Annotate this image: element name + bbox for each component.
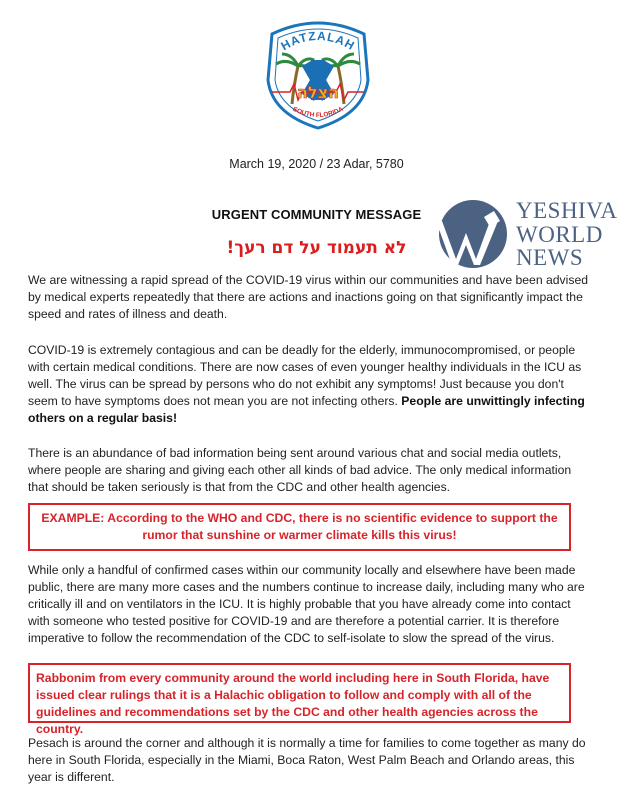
paragraph-5: Pesach is around the corner and although it is normally a time for families to come together as many do here in South Florida, especially in the Miami, Boca Raton, West Palm Beach and Orlando areas, this year is different. — [28, 736, 586, 784]
hatzalah-logo — [256, 14, 380, 132]
svg-text:הצלה: הצלה — [296, 83, 340, 102]
paragraph-2-emphasis: People are unwittingly infecting others on a regular basis! — [28, 394, 585, 425]
paragraph-2 — [28, 342, 588, 427]
hatzalah-emblem-icon — [256, 14, 380, 132]
rabbonim-alert-box: Rabbonim from every community around the world including here in South Florida, have issued clear rulings that it is a Halachic obligation to follow and comply with all of the guidelines and recommendations set by the CDC and other health agencies across the country. — [28, 663, 571, 723]
example-alert-box: EXAMPLE: According to the WHO and CDC, there is no scientific evidence to support the rumor that sunshine or warmer climate kills this virus! — [28, 503, 571, 551]
yww-line-3: NEWS — [516, 245, 584, 270]
paragraph-1: We are witnessing a rapid spread of the COVID-19 virus within our communities and have been advised by medical experts repeatedly that there are actions and inactions going on that significantly impact the speed and rates of illness and death. — [28, 273, 589, 321]
svg-text:SOUTH FLORIDA: SOUTH FLORIDA — [291, 105, 345, 120]
yww-line-2: WORLD — [516, 221, 603, 247]
yww-wordmark — [516, 199, 617, 270]
yww-logo-icon — [438, 199, 508, 269]
hebrew-subtitle: לא תעמוד על דם רעך! — [226, 238, 407, 258]
paragraph-3: There is an abundance of bad information being sent around various chat and social media outlets, where people are sharing and giving each other all kinds of bad advice. The only medical information that should be taken seriously is that from the CDC and other health agencies. — [28, 446, 572, 494]
paragraph-4: While only a handful of confirmed cases within our community locally and elsewhere have been made public, there are many more cases and the numbers continue to increase daily, including many who are critically ill and on ventilators in the ICU. It is highly probable that you have already come into contact with someone who tested positive for COVID-19 and are therefore a potential carrier. It is therefore imperative to follow the recommendation of the CDC to self-isolate to slow the spread of the virus. — [28, 563, 585, 645]
document-title: URGENT COMMUNITY MESSAGE — [211, 207, 422, 222]
document-date: March 19, 2020 / 23 Adar, 5780 — [229, 157, 404, 171]
paragraph-2-text: COVID-19 is extremely contagious and can be deadly for the elderly, immunocompromised, or people with certain medical conditions. There are now cases of even younger healthy individuals in the ICU as well. The virus can be spread by persons who do not exhibit any symptoms! Just because you don't seem to have symptoms does not mean you are not infecting others. — [28, 343, 582, 408]
yww-line-1: YESHIVA — [516, 198, 618, 223]
yww-watermark — [436, 195, 633, 275]
svg-text:HATZALAH: HATZALAH — [278, 28, 358, 54]
